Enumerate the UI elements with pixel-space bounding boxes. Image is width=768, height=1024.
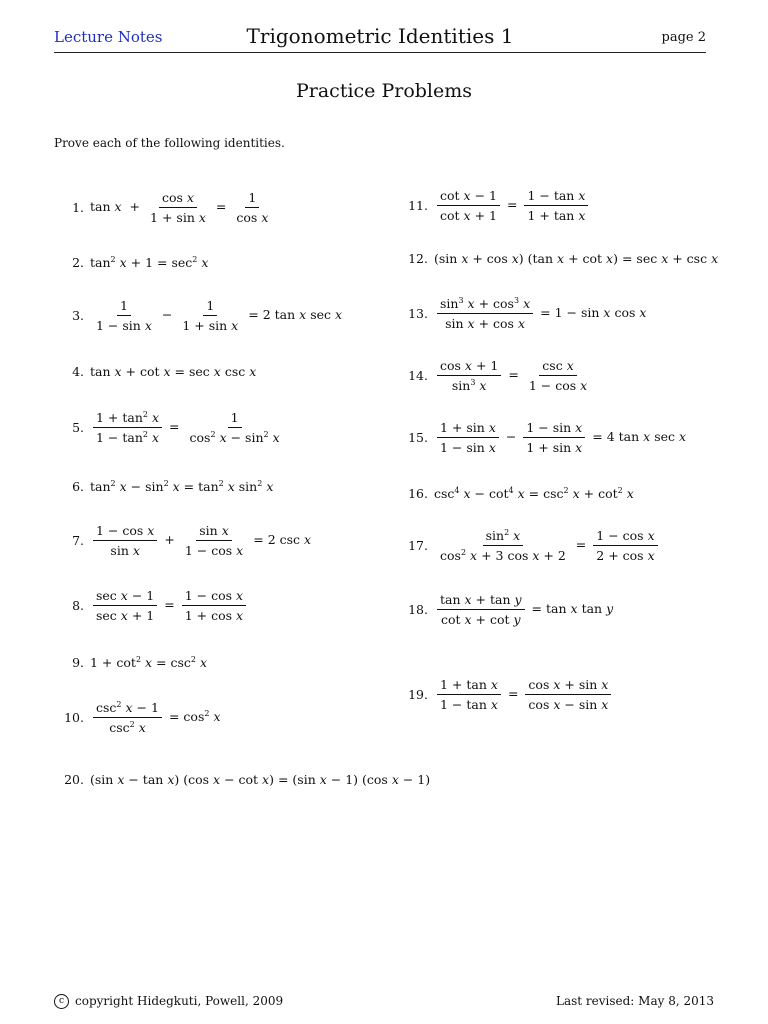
problem-expression: $\frac{\text{1 + tan x}}{\text{1 − tan x}}$ = $\frac{\text{cos x + sin x}}{\text{cos x − sin x}}$ [434,677,614,712]
problem-expression: $\frac{\sin^2 x}{\cos^2 x + 3 \cos x + 2}$ = $\frac{\text{1 − cos x}}{\text{2 + cos x}}$ [434,528,661,563]
problem-expression: $\frac{\text{1 − cos x}}{\text{sin x}}$ + $\frac{\text{sin x}}{\text{1 − cos x}}$ = 2 csc x [90,523,311,558]
header-page-number: page 2 [661,30,706,45]
problem-number: 2. [72,255,84,270]
problem-16 [402,486,634,501]
problem-number: 10. [64,710,84,725]
problem-number: 3. [72,308,84,323]
problem-number: 14. [408,368,428,383]
problem-number: 16. [408,486,428,501]
problem-number: 8. [72,598,84,613]
problem-number: 6. [72,479,84,494]
problem-12 [402,251,718,266]
problem-expression: tan x + $\frac{\text{cos x}}{\text{1 + sin x}}$ = $\frac{1}{\text{cos x}}$ [90,190,269,225]
problem-number: 18. [408,602,428,617]
problem-2 [58,255,208,270]
problem-expression: $\frac{\text{1 + sin x}}{\text{1 − sin x}}$ − $\frac{\text{1 − sin x}}{\text{1 + sin x}}$ = 4 tan x sec x [434,420,686,455]
problem-11 [402,188,591,223]
problem-19 [402,677,614,712]
problem-8 [58,588,249,623]
problem-expression: (sin x + cos x) (tan x + cot x) = sec x + csc x [434,251,719,266]
problem-expression: $1 + \cot^2 x = \csc^2 x$ [90,654,208,670]
problem-expression: $\frac{\sin^3 x + \cos^3 x}{\text{sin x + cos x}}$ = 1 − sin x cos x [434,296,646,331]
footer-last-revised: Last revised: May 8, 2013 [555,994,714,1008]
problem-18 [402,592,613,627]
problem-expression: $\frac{1}{\text{1 − sin x}}$ − $\frac{1}{\text{1 + sin x}}$ = 2 tan x sec x [96,298,343,333]
problem-number: 7. [72,533,84,548]
problem-expression: (sin x − tan x) (cos x − cot x) = (sin x − 1) (cos x − 1) [90,772,431,787]
problem-number: 9. [72,655,84,670]
problem-7 [58,523,311,558]
problem-5 [58,410,286,445]
problem-14 [402,358,593,393]
problem-20 [58,772,430,787]
problem-17 [402,528,661,563]
instructions: Prove each of the following identities. [54,136,285,150]
problem-number: 19. [408,687,428,702]
problem-expression: $\frac{\text{cos x + 1}}{\sin^3 x}$ = $\frac{\text{csc x}}{\text{1 − cos x}}$ [434,358,593,393]
problem-9 [58,655,207,670]
problem-expression: tan x + cot x = sec x csc x [90,364,257,379]
problem-number: 5. [72,420,84,435]
page-header [54,24,706,53]
problem-10 [58,700,221,735]
copyright-icon: c [54,994,69,1009]
problem-number: 13. [408,306,428,321]
problem-expression: $\tan^2 x - \sin^2 x = \tan^2 x$ $\sin^2 x$ [90,478,274,494]
header-title: Trigonometric Identities 1 [246,24,514,48]
problem-expression: $\frac{\text{tan x + tan y}}{\text{cot x + cot y}}$ = tan x tan y [434,592,613,627]
problem-4 [58,364,256,379]
problem-number: 11. [408,198,428,213]
problem-3 [58,298,342,333]
problem-number: 17. [408,538,428,553]
problem-expression: $\csc^4 x - \cot^4 x = \csc^2 x + \cot^2 x$ [434,485,634,501]
problem-number: 12. [408,251,428,266]
problem-number: 4. [72,364,84,379]
problem-1 [58,190,274,225]
footer-copyright [54,994,283,1009]
problem-6 [58,479,273,494]
problem-expression: $\frac{\csc^2 x - 1}{\csc^2 x}$ = $\cos^2 x$ [90,700,221,735]
problem-expression: $\frac{\text{cot x − 1}}{\text{cot x + 1}}$ = $\frac{\text{1 − tan x}}{\text{1 + tan x}}$ [434,188,591,223]
problem-expression: $\tan^2 x + 1 = \sec^2 x$ [90,254,209,270]
problem-13 [402,296,646,331]
problem-number: 15. [408,430,428,445]
problem-expression: $\frac{1 + \tan^2 x}{1 - \tan^2 x}$ = $\frac{1}{\cos^2 x - \sin^2 x}$ [90,410,286,445]
problem-number: 20. [64,772,84,787]
problem-15 [402,420,686,455]
problem-number: 1. [72,200,84,215]
copyright-text: copyright Hidegkuti, Powell, 2009 [75,994,284,1008]
header-course-label: Lecture Notes [54,28,163,46]
section-title: Practice Problems [295,80,473,102]
problem-expression: $\frac{\text{sec x − 1}}{\text{sec x + 1}}$ = $\frac{\text{1 − cos x}}{\text{1 + cos x}}$ [90,588,249,623]
